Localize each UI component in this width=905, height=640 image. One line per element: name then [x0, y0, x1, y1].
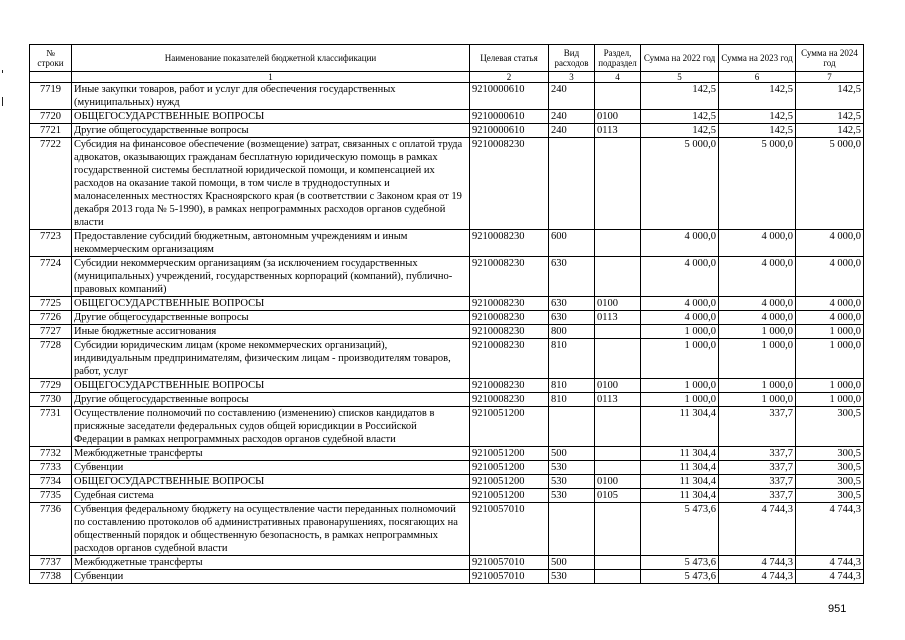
indicator-name: ОБЩЕГОСУДАРСТВЕННЫЕ ВОПРОСЫ — [72, 297, 470, 311]
table-row — [30, 339, 864, 379]
sum-2024: 4 000,0 — [796, 230, 864, 257]
table-row — [30, 570, 864, 584]
expense-type: 240 — [549, 83, 595, 110]
section-code: 0113 — [595, 311, 641, 325]
section-code — [595, 556, 641, 570]
table-row — [30, 325, 864, 339]
table-row — [30, 447, 864, 461]
table-row — [30, 311, 864, 325]
target-article: 9210057010 — [470, 556, 549, 570]
sum-2022: 4 000,0 — [641, 311, 719, 325]
sum-2022: 142,5 — [641, 124, 719, 138]
indicator-name: ОБЩЕГОСУДАРСТВЕННЫЕ ВОПРОСЫ — [72, 379, 470, 393]
section-code — [595, 570, 641, 584]
target-article: 9210008230 — [470, 311, 549, 325]
sum-2022: 1 000,0 — [641, 393, 719, 407]
header-row-number: № строки — [30, 45, 72, 72]
expense-type: 630 — [549, 311, 595, 325]
column-number-row — [30, 72, 864, 83]
sum-2023: 337,7 — [719, 461, 796, 475]
indicator-name: Другие общегосударственные вопросы — [72, 124, 470, 138]
target-article: 9210008230 — [470, 257, 549, 297]
row-number: 7732 — [30, 447, 72, 461]
expense-type: 240 — [549, 124, 595, 138]
sum-2022: 5 473,6 — [641, 570, 719, 584]
sum-2023: 337,7 — [719, 475, 796, 489]
sum-2022: 5 473,6 — [641, 503, 719, 556]
column-number: 7 — [796, 72, 864, 83]
expense-type: 600 — [549, 230, 595, 257]
section-code — [595, 325, 641, 339]
row-number: 7725 — [30, 297, 72, 311]
section-code: 0113 — [595, 124, 641, 138]
column-number: 4 — [595, 72, 641, 83]
sum-2023: 142,5 — [719, 83, 796, 110]
sum-2023: 1 000,0 — [719, 379, 796, 393]
table-row — [30, 110, 864, 124]
header-row — [30, 45, 864, 72]
section-code — [595, 257, 641, 297]
expense-type: 500 — [549, 447, 595, 461]
sum-2022: 142,5 — [641, 110, 719, 124]
sum-2023: 337,7 — [719, 447, 796, 461]
sum-2022: 1 000,0 — [641, 339, 719, 379]
sum-2022: 11 304,4 — [641, 447, 719, 461]
row-number: 7724 — [30, 257, 72, 297]
indicator-name: Субвенции — [72, 461, 470, 475]
sum-2024: 4 000,0 — [796, 311, 864, 325]
target-article: 9210057010 — [470, 503, 549, 556]
sum-2022: 1 000,0 — [641, 325, 719, 339]
target-article: 9210051200 — [470, 447, 549, 461]
sum-2024: 4 000,0 — [796, 257, 864, 297]
table-row — [30, 230, 864, 257]
sum-2024: 300,5 — [796, 407, 864, 447]
indicator-name: Другие общегосударственные вопросы — [72, 311, 470, 325]
sum-2022: 11 304,4 — [641, 461, 719, 475]
indicator-name: Субсидии юридическим лицам (кроме некоммерческих организаций), индивидуальным предпринимателям, физическим лицам - производителям товаров, работ, услуг — [72, 339, 470, 379]
sum-2022: 4 000,0 — [641, 230, 719, 257]
budget-table — [29, 44, 864, 584]
table-row — [30, 138, 864, 230]
column-number: 3 — [549, 72, 595, 83]
sum-2022: 11 304,4 — [641, 407, 719, 447]
column-number: 1 — [72, 72, 470, 83]
target-article: 9210008230 — [470, 138, 549, 230]
indicator-name: Предоставление субсидий бюджетным, автономным учреждениям и иным некоммерческим организациям — [72, 230, 470, 257]
sum-2022: 5 473,6 — [641, 556, 719, 570]
indicator-name: Субсидия на финансовое обеспечение (возмещение) затрат, связанных с оплатой труда адвокатов, оказывающих гражданам бесплатную юридическую помощь в рамках государственной системы бесплатной юридической помощи, и компенсацией их расходов на оказание такой помощи, в том числе в труднодоступных и малонаселенных местностях Красноярского края (в соответствии с Законом края от 19 декабря 2013 года № 5-1990), в рамках непрограммных расходов органов судебной власти — [72, 138, 470, 230]
expense-type: 810 — [549, 393, 595, 407]
sum-2024: 300,5 — [796, 447, 864, 461]
row-number: 7728 — [30, 339, 72, 379]
sum-2022: 4 000,0 — [641, 297, 719, 311]
row-number: 7729 — [30, 379, 72, 393]
row-number: 7727 — [30, 325, 72, 339]
page-number: 951 — [828, 603, 847, 615]
header-expense-type: Вид расходов — [549, 45, 595, 72]
expense-type — [549, 503, 595, 556]
row-number: 7731 — [30, 407, 72, 447]
header-sum-2024: Сумма на 2024 год — [796, 45, 864, 72]
expense-type: 530 — [549, 570, 595, 584]
sum-2024: 1 000,0 — [796, 325, 864, 339]
expense-type: 810 — [549, 379, 595, 393]
section-code: 0100 — [595, 379, 641, 393]
header-section: Раздел, подраздел — [595, 45, 641, 72]
target-article: 9210008230 — [470, 339, 549, 379]
section-code: 0100 — [595, 110, 641, 124]
target-article: 9210000610 — [470, 124, 549, 138]
header-target: Целевая статья — [470, 45, 549, 72]
sum-2023: 1 000,0 — [719, 393, 796, 407]
row-number: 7722 — [30, 138, 72, 230]
sum-2024: 1 000,0 — [796, 339, 864, 379]
margin-mark — [2, 97, 3, 106]
section-code — [595, 339, 641, 379]
header-sum-2022: Сумма на 2022 год — [641, 45, 719, 72]
sum-2023: 4 000,0 — [719, 230, 796, 257]
margin-mark — [2, 70, 3, 73]
sum-2023: 1 000,0 — [719, 325, 796, 339]
sum-2023: 4 000,0 — [719, 297, 796, 311]
section-code — [595, 138, 641, 230]
row-number: 7730 — [30, 393, 72, 407]
expense-type: 630 — [549, 257, 595, 297]
column-number: 5 — [641, 72, 719, 83]
row-number: 7719 — [30, 83, 72, 110]
sum-2022: 11 304,4 — [641, 489, 719, 503]
sum-2024: 5 000,0 — [796, 138, 864, 230]
target-article: 9210008230 — [470, 297, 549, 311]
sum-2024: 4 000,0 — [796, 297, 864, 311]
expense-type: 530 — [549, 461, 595, 475]
expense-type: 240 — [549, 110, 595, 124]
indicator-name: Межбюджетные трансферты — [72, 556, 470, 570]
expense-type: 810 — [549, 339, 595, 379]
row-number: 7735 — [30, 489, 72, 503]
column-number: 6 — [719, 72, 796, 83]
table-row — [30, 461, 864, 475]
indicator-name: Субвенции — [72, 570, 470, 584]
sum-2022: 11 304,4 — [641, 475, 719, 489]
target-article: 9210000610 — [470, 83, 549, 110]
sum-2023: 5 000,0 — [719, 138, 796, 230]
sum-2023: 4 000,0 — [719, 257, 796, 297]
sum-2024: 142,5 — [796, 124, 864, 138]
expense-type — [549, 138, 595, 230]
target-article: 9210008230 — [470, 379, 549, 393]
indicator-name: ОБЩЕГОСУДАРСТВЕННЫЕ ВОПРОСЫ — [72, 110, 470, 124]
header-sum-2023: Сумма на 2023 год — [719, 45, 796, 72]
table-row — [30, 257, 864, 297]
indicator-name: Судебная система — [72, 489, 470, 503]
expense-type — [549, 407, 595, 447]
sum-2024: 300,5 — [796, 489, 864, 503]
table-row — [30, 407, 864, 447]
sum-2024: 300,5 — [796, 475, 864, 489]
target-article: 9210051200 — [470, 475, 549, 489]
sum-2024: 300,5 — [796, 461, 864, 475]
section-code: 0100 — [595, 475, 641, 489]
target-article: 9210008230 — [470, 325, 549, 339]
expense-type: 530 — [549, 489, 595, 503]
sum-2022: 1 000,0 — [641, 379, 719, 393]
row-number: 7738 — [30, 570, 72, 584]
target-article: 9210008230 — [470, 230, 549, 257]
table-row — [30, 83, 864, 110]
section-code — [595, 407, 641, 447]
expense-type: 800 — [549, 325, 595, 339]
column-number — [30, 72, 72, 83]
sum-2022: 142,5 — [641, 83, 719, 110]
table-row — [30, 297, 864, 311]
target-article: 9210057010 — [470, 570, 549, 584]
row-number: 7734 — [30, 475, 72, 489]
indicator-name: Межбюджетные трансферты — [72, 447, 470, 461]
section-code — [595, 230, 641, 257]
sum-2023: 337,7 — [719, 407, 796, 447]
sum-2024: 1 000,0 — [796, 379, 864, 393]
sum-2024: 4 744,3 — [796, 503, 864, 556]
row-number: 7723 — [30, 230, 72, 257]
section-code: 0105 — [595, 489, 641, 503]
header-name: Наименование показателей бюджетной классификации — [72, 45, 470, 72]
target-article: 9210000610 — [470, 110, 549, 124]
sum-2023: 4 744,3 — [719, 570, 796, 584]
indicator-name: Субвенция федеральному бюджету на осуществление части переданных полномочий по составлению протоколов об административных правонарушениях, посягающих на общественный порядок и общественную безопасность, в рамках непрограммных расходов органов судебной власти — [72, 503, 470, 556]
table-row — [30, 124, 864, 138]
table-row — [30, 393, 864, 407]
indicator-name: Другие общегосударственные вопросы — [72, 393, 470, 407]
indicator-name: ОБЩЕГОСУДАРСТВЕННЫЕ ВОПРОСЫ — [72, 475, 470, 489]
table-row — [30, 489, 864, 503]
target-article: 9210008230 — [470, 393, 549, 407]
expense-type: 630 — [549, 297, 595, 311]
sum-2023: 4 744,3 — [719, 503, 796, 556]
table-row — [30, 556, 864, 570]
sum-2023: 337,7 — [719, 489, 796, 503]
sum-2023: 4 744,3 — [719, 556, 796, 570]
sum-2024: 1 000,0 — [796, 393, 864, 407]
indicator-name: Иные бюджетные ассигнования — [72, 325, 470, 339]
expense-type: 500 — [549, 556, 595, 570]
section-code — [595, 503, 641, 556]
sum-2023: 1 000,0 — [719, 339, 796, 379]
expense-type: 530 — [549, 475, 595, 489]
table-row — [30, 475, 864, 489]
indicator-name: Иные закупки товаров, работ и услуг для обеспечения государственных (муниципальных) нужд — [72, 83, 470, 110]
indicator-name: Осуществление полномочий по составлению (изменению) списков кандидатов в присяжные заседатели федеральных судов общей юрисдикции в Российской Федерации в рамках непрограммных расходов органов судебной власти — [72, 407, 470, 447]
table-row — [30, 379, 864, 393]
sum-2024: 142,5 — [796, 110, 864, 124]
row-number: 7736 — [30, 503, 72, 556]
row-number: 7721 — [30, 124, 72, 138]
sum-2024: 4 744,3 — [796, 570, 864, 584]
target-article: 9210051200 — [470, 407, 549, 447]
section-code — [595, 83, 641, 110]
sum-2023: 142,5 — [719, 124, 796, 138]
indicator-name: Субсидии некоммерческим организациям (за исключением государственных (муниципальных) учреждений, государственных корпораций (компаний), публично-правовых компаний) — [72, 257, 470, 297]
row-number: 7733 — [30, 461, 72, 475]
section-code: 0113 — [595, 393, 641, 407]
row-number: 7720 — [30, 110, 72, 124]
sum-2023: 4 000,0 — [719, 311, 796, 325]
sum-2024: 4 744,3 — [796, 556, 864, 570]
sum-2024: 142,5 — [796, 83, 864, 110]
section-code: 0100 — [595, 297, 641, 311]
row-number: 7726 — [30, 311, 72, 325]
section-code — [595, 461, 641, 475]
target-article: 9210051200 — [470, 461, 549, 475]
table-row — [30, 503, 864, 556]
target-article: 9210051200 — [470, 489, 549, 503]
section-code — [595, 447, 641, 461]
sum-2023: 142,5 — [719, 110, 796, 124]
column-number: 2 — [470, 72, 549, 83]
sum-2022: 5 000,0 — [641, 138, 719, 230]
row-number: 7737 — [30, 556, 72, 570]
sum-2022: 4 000,0 — [641, 257, 719, 297]
